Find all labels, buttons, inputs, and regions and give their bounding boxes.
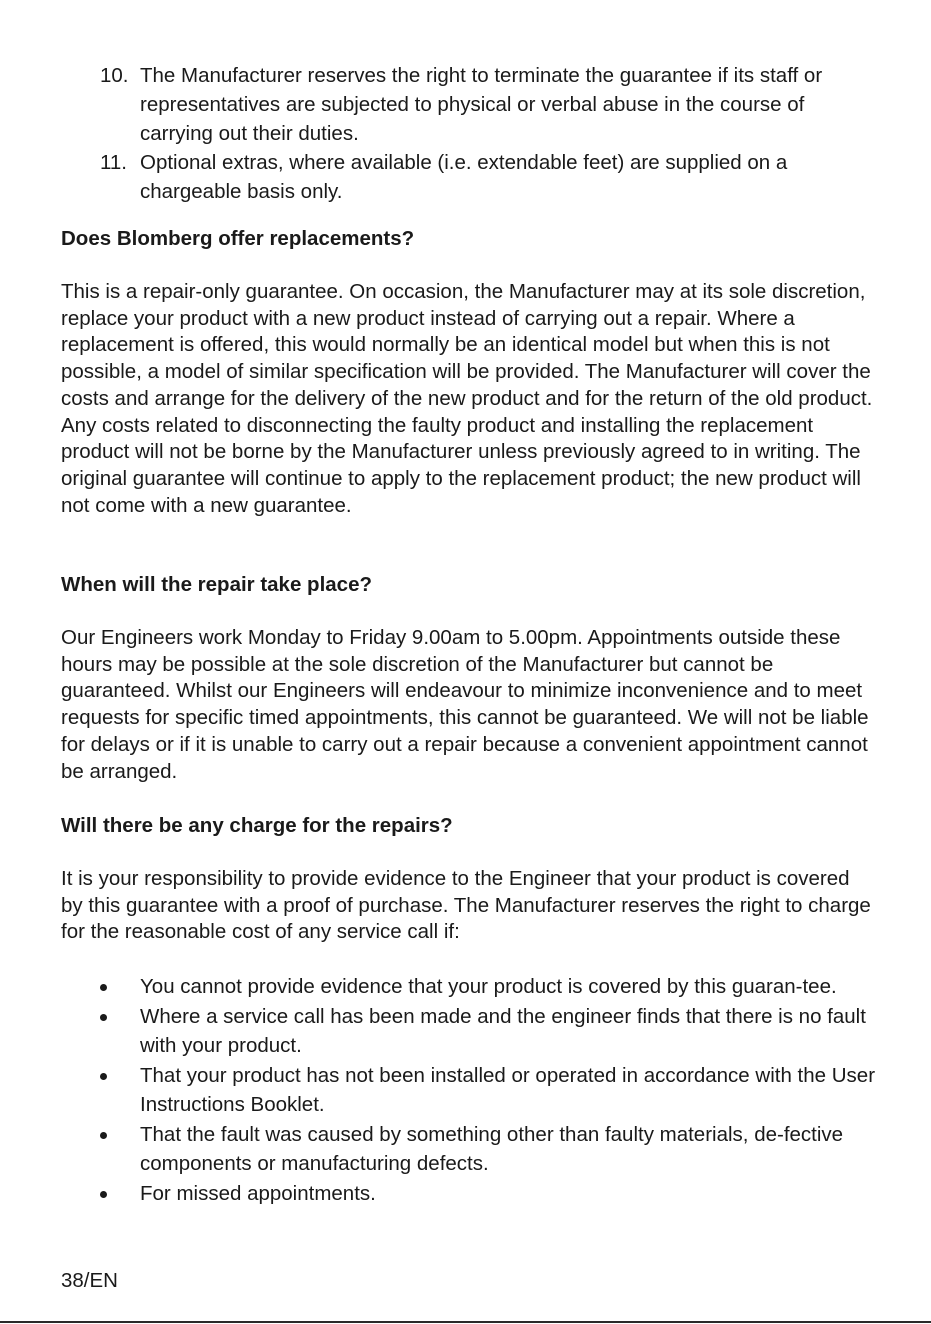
list-item-text: Optional extras, where available (i.e. extendable feet) are supplied on a chargeable basis only. — [140, 151, 788, 203]
bullet-icon — [100, 1014, 107, 1021]
bullet-item — [100, 1120, 880, 1178]
section-heading-repair-time: When will the repair take place? — [61, 573, 373, 596]
bullet-icon — [100, 1191, 107, 1198]
list-item-text: The Manufacturer reserves the right to terminate the guarantee if its staff or representatives are subjected to physical or verbal abuse in the course of carrying out their duties. — [140, 64, 823, 145]
numbered-list — [100, 61, 880, 206]
section-body-charges: It is your responsibility to provide evidence to the Engineer that your product is covered by this guarantee with a proof of purchase. The Manufacturer reserves the right to charge for the reasonable cost of any service call if: — [61, 867, 871, 944]
bullet-text: That the fault was caused by something other than faulty materials, de-fective components or manufacturing defects. — [140, 1123, 844, 1175]
bullet-icon — [100, 1132, 107, 1139]
bullet-list — [100, 972, 880, 1209]
bullet-item — [100, 972, 880, 1001]
bullet-icon — [100, 984, 107, 991]
bullet-item — [100, 1179, 880, 1208]
section-heading-replacements: Does Blomberg offer replacements? — [61, 227, 415, 250]
bullet-icon — [100, 1073, 107, 1080]
bullet-text: Where a service call has been made and the engineer finds that there is no fault with your product. — [140, 1005, 866, 1057]
bullet-item — [100, 1061, 880, 1119]
section-heading-charges: Will there be any charge for the repairs? — [61, 814, 453, 837]
bottom-divider — [0, 1321, 931, 1323]
list-item — [100, 61, 880, 148]
list-item-number: 10. — [100, 64, 129, 87]
bullet-text: You cannot provide evidence that your product is covered by this guaran-tee. — [140, 975, 837, 998]
page-number: 38/EN — [61, 1269, 118, 1292]
section-body-replacements: This is a repair-only guarantee. On occasion, the Manufacturer may at its sole discretion, replace your product with a new product instead of carrying out a repair. Where a replacement is offered, this would normally be an identical model but when this is not possible, a model of similar specification will be provided. The Manufacturer will cover the costs and arrange for the delivery of the new product and for the return of the old product. Any costs related to disconnecting the faulty product and installing the replacement product will not be borne by the Manufacturer unless previously agreed to in writing. The original guarantee will continue to apply to the replacement product; the new product will not come with a new guarantee. — [61, 280, 873, 517]
bullet-item — [100, 1002, 880, 1060]
list-item — [100, 148, 880, 206]
list-item-number: 11. — [100, 151, 127, 174]
section-body-repair-time: Our Engineers work Monday to Friday 9.00am to 5.00pm. Appointments outside these hours may be possible at the sole discretion of the Manufacturer but cannot be guaranteed. Whilst our Engineers will endeavour to minimize inconvenience and to meet requests for specific timed appointments, this cannot be guaranteed. We will not be liable for delays or if it is unable to carry out a repair because a convenient appointment cannot be arranged. — [61, 626, 869, 783]
bullet-text: For missed appointments. — [140, 1182, 376, 1205]
bullet-text: That your product has not been installed or operated in accordance with the User Instructions Booklet. — [140, 1064, 876, 1116]
